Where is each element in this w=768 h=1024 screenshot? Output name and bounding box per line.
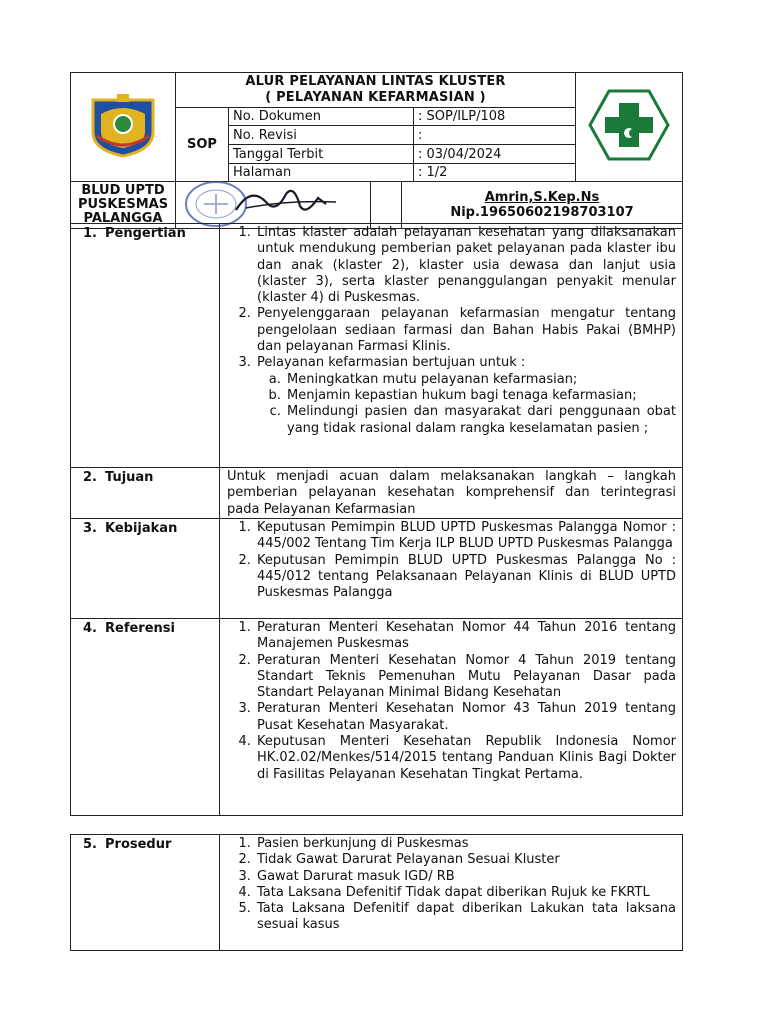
row-referensi	[71, 619, 683, 816]
meta-value-tanggal: : 03/04/2024	[414, 145, 576, 164]
list-item: 5. Tata Laksana Defenitif dapat diberikan Lakukan tata laksana sesuai kasus	[255, 901, 676, 934]
list-item: 4. Tata Laksana Defenitif Tidak dapat diberikan Rujuk ke FKRTL	[255, 885, 676, 901]
list-item: 2. Keputusan Pemimpin BLUD UPTD Puskesmas Palangga No : 445/012 tentang Pelaksanaan Pelayanan Klinis di BLUD UPTD Puskesmas Palangga	[255, 553, 676, 602]
meta-label-revisi: No. Revisi	[229, 126, 414, 145]
regional-emblem-icon	[87, 92, 159, 158]
meta-value-revisi: :	[414, 126, 576, 145]
section-label-prosedur: 5. Prosedur	[71, 835, 220, 951]
list-item: 2. Tidak Gawat Darurat Pelayanan Sesuai Kluster	[255, 852, 676, 868]
right-logo-cell	[576, 73, 683, 182]
meta-value-dokumen: : SOP/ILP/108	[414, 108, 576, 126]
section-content-tujuan: Untuk menjadi acuan dalam melaksanakan langkah – langkah pemberian pelayanan kesehatan komprehensif dan terintegrasi pada Pelayanan Kefarmasian	[220, 468, 683, 519]
document-subtitle: ( PELAYANAN KEFARMASIAN )	[265, 90, 486, 105]
org-line-1: BLUD UPTD	[81, 183, 165, 198]
official-stamp-icon	[176, 180, 366, 228]
signer-nip: Nip.19650602198703107	[450, 205, 634, 220]
signer-name: Amrin,S.Kep.Ns	[484, 190, 600, 205]
section-label-kebijakan: 3. Kebijakan	[71, 519, 220, 619]
list-item: 1. Lintas klaster adalah pelayanan kesehatan yang dilaksanakan untuk mendukung pemberian paket pelayanan pada klaster ibu dan anak (klaster 2), klaster usia dewasa dan lanjut usia (klaster 3), serta klaster penanggulangan penyakit menular (klaster 4) di Puskesmas.	[255, 225, 676, 306]
sub-list-item: b. Menjamin kepastian hukum bagi tenaga kefarmasian;	[285, 388, 676, 404]
title-block	[176, 73, 576, 182]
document-title: ALUR PELAYANAN LINTAS KLUSTER	[245, 74, 506, 89]
row-kebijakan	[71, 519, 683, 619]
row-prosedur	[71, 835, 683, 951]
list-item: 2. Peraturan Menteri Kesehatan Nomor 4 Tahun 2019 tentang Standart Teknis Pemenuhan Mutu Pelayanan Dasar pada Standart Pelayanan Minimal Bidang Kesehatan	[255, 653, 676, 702]
meta-label-dokumen: No. Dokumen	[229, 108, 414, 126]
list-item: 4. Keputusan Menteri Kesehatan Republik Indonesia Nomor HK.02.02/Menkes/514/2015 tentang Panduan Klinis Bagi Dokter di Fasilitas Pelayanan Kesehatan Tingkat Pertama.	[255, 734, 676, 783]
meta-label-tanggal: Tanggal Terbit	[229, 145, 414, 164]
section-label-tujuan: 2. Tujuan	[71, 468, 220, 519]
section-content-referensi	[220, 619, 683, 816]
section-content-kebijakan	[220, 519, 683, 619]
sub-list-item: c. Melindungi pasien dan masyarakat dari penggunaan obat yang tidak rasional dalam rangka keselamatan pasien ;	[285, 404, 676, 437]
section-label-referensi: 4. Referensi	[71, 619, 220, 816]
org-line-3: PALANGGA	[83, 211, 163, 226]
signer-cell	[402, 182, 683, 228]
section-content-pengertian	[220, 224, 683, 468]
stamp-signature-cell	[176, 182, 371, 228]
prosedur-table	[70, 834, 683, 951]
org-cell	[71, 182, 176, 229]
row-tujuan	[71, 468, 683, 519]
section-label-pengertian: 1. Pengertian	[71, 224, 220, 468]
list-item: 3. Gawat Darurat masuk IGD/ RB	[255, 869, 676, 885]
org-line-2: PUSKESMAS	[77, 197, 169, 212]
list-item: 2. Penyelenggaraan pelayanan kefarmasian mengatur tentang pengelolaan sediaan farmasi dan Bahan Habis Pakai (BMHP) dan pelayanan Farmasi Klinis.	[255, 306, 676, 355]
sop-content-table	[70, 223, 683, 816]
list-item: 1. Pasien berkunjung di Puskesmas	[255, 836, 676, 852]
list-item: 1. Peraturan Menteri Kesehatan Nomor 44 Tahun 2016 tentang Manajemen Puskesmas	[255, 620, 676, 653]
sub-list-item: a. Meningkatkan mutu pelayanan kefarmasian;	[285, 372, 676, 388]
row-pengertian	[71, 224, 683, 468]
list-item: 1. Keputusan Pemimpin BLUD UPTD Puskesmas Palangga Nomor : 445/002 Tentang Tim Kerja ILP BLUD UPTD Puskesmas Palangga	[255, 520, 676, 553]
green-cross-logo-icon	[588, 89, 670, 161]
section-content-prosedur	[220, 835, 683, 951]
document-header	[70, 72, 683, 229]
list-item: 3. Peraturan Menteri Kesehatan Nomor 43 Tahun 2019 tentang Pusat Kesehatan Masyarakat.	[255, 701, 676, 734]
meta-value-halaman: : 1/2	[418, 165, 448, 180]
list-item: 3. Pelayanan kefarmasian bertujuan untuk : a. Meningkatkan mutu pelayanan kefarmasian; b. Menjamin kepastian hukum bagi tenaga kefarmasian; c. Melindungi pasien dan masyarakat dari penggunaan obat yang tidak rasional dalam rangka keselamatan pasien ;	[255, 355, 676, 436]
left-logo-cell	[71, 73, 176, 182]
meta-label-halaman: Halaman	[229, 164, 414, 182]
sop-label: SOP	[176, 108, 229, 182]
signature-row	[176, 182, 683, 229]
